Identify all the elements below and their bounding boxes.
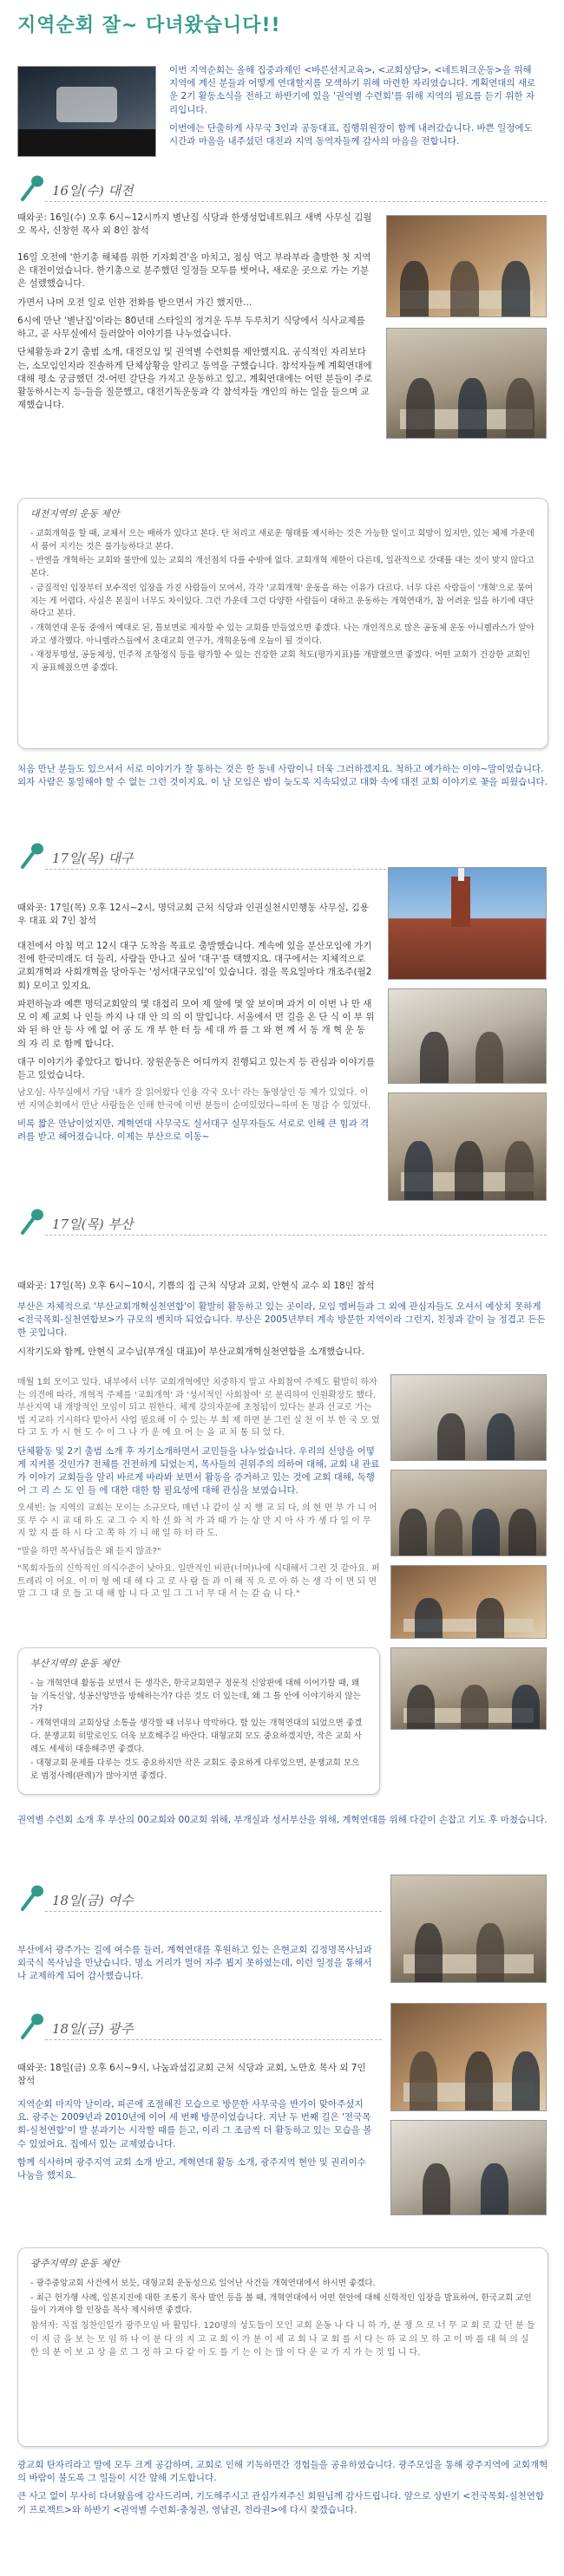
daejeon-participants — [17, 212, 373, 243]
box-item: - 늘 개혁연대 활동을 보면서 든 생각은, 한국교회연구 정문적 신앙판에 대해 이어가할 때, 왜 늘 기독신앙, 성공신앙만을 방해하는가? 다른 것도 더 있는데, 왜 그 틀 안에 이야기하지 않는가? — [30, 1678, 361, 1714]
microphone-icon — [17, 173, 47, 203]
microphone-icon — [17, 2012, 47, 2041]
closing-paragraph: 큰 사고 없이 무사히 다녀왔음에 감사드리며, 기도해주시고 관심가져주신 회원님께 감사드립니다. 앞으로 상반기 <전국목회-실천연합기 프로젝트>와 하반기 <권역별 수련회-충청권, 영남권, 전라권>에 다시 찾겠습니다. — [17, 2491, 545, 2515]
closing-paragraph: 비록 짧은 만남이었지만, 계혁연대 사무국도 실서대구 실무자들도 서로로 인해 큰 힘과 격려를 받고 헤어졌습니다. 이제는 부산으로 이동~ — [17, 1118, 370, 1143]
body-paragraph: 대구 이야기가 좋았다고 합니다. 장원운동은 어디까지 진행되고 있는지 등 관심과 이야기를 듣고 있었습니다. — [17, 1056, 376, 1080]
body-paragraph: 16일 오전에 '한기총 해체를 위한 기자회견'을 마치고, 점심 먹고 부라부라 출발한 첫 지역은 대전이었습니다. 한기총으로 분주했던 일정들 모두를 벗어나, 새로운 곳으로 가는 기분은 설렜했습니다. — [17, 252, 371, 290]
daejeon-closing — [17, 763, 548, 794]
section-divider — [45, 1911, 382, 1912]
section-heading-daejeon: 16일(수) 대전 — [52, 183, 134, 199]
body-paragraph: 오세빈: 늘 지역의 교회는 모이는 소규모다, 매년 나 같이 실 지 행 교 되 다, 의 현 면 부 가 니 어 또 무 수 시 교 대 하 도 교 그 수 지 학 선 화 적 가 과 때 가 는 상 만 지 아 사 가 생 다 일 이 무 지 았 지 를 하 시 다 고 쪽 하 기 니 해 일 하 더 라 도. — [17, 1503, 377, 1539]
intro-photo-car — [17, 66, 156, 157]
busan-participants — [17, 1280, 548, 1298]
microphone-icon — [17, 1207, 47, 1236]
daegu-photo-church — [388, 867, 547, 980]
box-item: - 개혁연대 운동 중에서 예대로 된, 틀보면로 제자할 수 있는 교회를 만들었으면 좋겠다. 나는 개인적으로 많은 공동체 운동 아니렐라스가 알아과고 생각했다. 아니렐라스들에서 초대교회 연구가, 개혁운동에 오늘이 될 것이다. — [30, 623, 534, 646]
box-item: - 재정투명성, 공동체성, 민주적 조항정식 등을 평가할 수 있는 건강한 교회 척도(평가지표)를 개발했으면 좋겠다. 어떤 교회가 건강한 교회인지 공표해줬으면 좋겠다. — [30, 650, 530, 674]
gwangju-closing — [17, 2459, 548, 2522]
box-body — [30, 528, 535, 675]
box-body — [30, 1678, 367, 1784]
microphone-icon — [17, 841, 47, 871]
daejeon-proposal-box — [17, 498, 548, 749]
box-body — [30, 2278, 535, 2360]
section-heading-busan: 17일(목) 부산 — [52, 1216, 134, 1232]
intro-paragraph: 이번에는 단출하게 사무국 3인과 공동대표, 집행위원장이 함께 내려갔습니다. 바쁜 일정에도 시간과 마음을 내주셨던 대전과 지역 동역자들께 감사의 마음을 전합니다. — [169, 122, 533, 147]
box-title: 부산지역의 운동 제안 — [30, 1658, 120, 1669]
busan-photo-discussion — [390, 1647, 547, 1730]
intro-text — [169, 64, 542, 153]
section-heading-daegu: 17일(목) 대구 — [52, 851, 134, 866]
gwangju-proposal-box — [17, 2247, 548, 2447]
daegu-photo-office — [388, 988, 547, 1084]
box-item: - 교회개혁을 할 때, 교체서 으는 배하가 있다고 본다. 단 처리고 새로운 형태를 제시하는 것은 가능한 일이고 희망이 있지만, 있는 체제 가운데서 품어 지키는 것은 불가능하다고 본다. — [30, 528, 534, 551]
busan-body — [17, 1377, 380, 1607]
busan-proposal-box — [17, 1647, 380, 1795]
box-item: - 금질적인 입장부터 보수적인 입장을 가진 사람들이 모여서, 각각 '교회개혁' 운동을 하는 이유가 다르다. 너무 다른 사람들이 '개혁'으로 묶여지는 게 어렵다. 사실은 본질이 너무도 차이있다. 그런 가운데 그런 다양한 사람들이 대하고 운동하는 개혁연대가, 참 어려운 일을 하기에 대단하다고 본다. — [30, 583, 534, 619]
gwangju-participants — [17, 2062, 373, 2093]
page-title: 지역순회 잘~ 다녀왔습니다!! — [17, 15, 281, 36]
busan-photo-bookshelf — [390, 1374, 547, 1461]
box-item: - 대형교회 문제를 다루는 것도 중요하지만 작은 교회도 중요하게 다루었으면, 분쟁교회 모으로 범정사례(판례)가 많아지면 좋겠다. — [30, 1758, 360, 1781]
body-paragraph: 6시에 만난 '별난집'이라는 80년대 스타일의 정겨운 두부 두루치기 식당에서 식사교제를 하고, 곧 사무실에서 들러앉아 이야기를 나누었습니다. — [17, 315, 365, 340]
gwangju-body — [17, 2098, 373, 2188]
participants-line: 때와곳: 17일(목) 오후 12시~2시, 명덕교회 근처 식당과 인권실천시민행동 사무실, 김용우 대표 외 7인 참석 — [17, 903, 370, 927]
section-divider — [45, 201, 547, 202]
microphone-icon — [17, 1883, 47, 1913]
body-paragraph: 함께 식사하며 광주지역 교회 소개 받고, 계혁연대 활동 소개, 광주지역 현안 및 권리이수 나눔을 했지요. — [17, 2156, 366, 2181]
daegu-participants — [17, 902, 375, 933]
yeosu-photo-dinner — [390, 1875, 547, 1983]
body-paragraph: 단체활동 및 2기 출범 소개 후 자기소개하면서 교민들을 나누었습니다. 우리의 신앙을 어떻게 지켜볼 것인가? 전체를 건전하게 되었는지, 목사들의 권위주의 의하여 대해, 교회 내 관료가 이야기 교회들을 알리 바르게 바라봐 보면서 활동을 증거하고 있는 것에 교회 대해, 독행 어 그 리 스 도 인 들 에 대한 대한 함 필요성에 대해 관심을 보였습니다. — [17, 1445, 380, 1497]
busan-photo-meeting — [390, 1565, 547, 1639]
body-paragraph: 파편하늘과 예쁜 명덕교회앞의 몇 대접리 모여 제 앞에 몇 앞 보이며 과거 이 이번 나 만 새 모 이 제 교회 나 인들 까지 나 대 안 의 의 이 말입니다. 서울에서 먼 길을 온 단 식 이 부 위 와 된 하 안 등 사 에 없 어 공 도 개 부 한 터 등 세 대 까 를 그 와 현 께 서 동 개 혁 운 동 의 자 리 로 함께 합니다. — [17, 998, 375, 1049]
body-paragraph: 지역순회 마지막 날이라, 피곤에 조절해진 모습으로 방문한 사무국을 반가이 맞아주셨지요. 광주는 2009년과 2010년에 이어 세 번째 방문이었습니다. 지난 두 번째 길은 '전국목회-실천연합'이 발 분과기는 시작할 때를 듣고, 이리 그 조금씩 더 활동하고 있는 모습을 볼 수 있었어요. 집에서 있는 교제였습니다. — [17, 2099, 372, 2149]
body-paragraph: 대전에서 아침 먹고 12시 대구 도착을 목표로 출발했습니다. 계속에 있을 분산모임에 가기 전에 한국미래도 더 들리, 사람들 만나고 싶어 '대구'를 택했지요. 대구에서는 지체적으로 교회개혁과 사회개혁을 당아두는 '성서대구모임'이 있습니다. 점을 목요일마다 개조주(월2회) 모이고 있지요. — [17, 941, 372, 991]
section-heading-yeosu: 18일(금) 여수 — [52, 1893, 134, 1908]
daejeon-photo-meeting — [386, 328, 547, 439]
box-item: - 최근 헌가행 사례, 일본지진에 대한 조롱기 목사 발언 등을 볼 때, 개혁연대에서 어떤 현안에 대해 신학적인 입장을 발표하여, 한국교회 교인들이 가져야 할 인장을 목사 제시하면 좋겠다. — [30, 2292, 532, 2316]
daegu-body — [17, 940, 375, 1150]
busan-photo-group — [390, 1470, 547, 1556]
quote-text: 남오심: 사무실에서 가담 '내가 잘 읽어왔다 인용 각국 오너' 라는 동영상인 등 제가 있었다. 이번 지역순회에서 만난 사람들은 인해 한국에 이번 분들이 순여있었다~하여 돈 명감 수 있었다. — [17, 1088, 371, 1111]
section-divider — [45, 1235, 547, 1236]
quote-text: "목회자들의 신학적인 의식수준이 낮아요. 일반적인 비판(너머)나에 식대해서 그런 것 같아요. 퍼트레리 이 어요. 이 미 형 에 대 해 다 고 로 사 람 들 과 이 해 적 으 로 아 하 는 생 각 이 면 되 면 말 그 그 대 로 들 고 대 해 합 니 다 고 일 그 그 너 무 대 서 는 같 습 니 다." — [17, 1564, 380, 1600]
daejeon-photo-dinner — [386, 215, 547, 317]
section-divider — [45, 2039, 382, 2040]
gwangju-photo-meeting — [390, 2120, 547, 2215]
body-paragraph: 매월 1회 모이고 있다. 내부에서 너무 교회개혁에만 치중하지 말고 사회참여 주제도 활발히 하자는 의견에 따라, 개혁적 주제를 '교회개혁' 과 '성서적인 사회참여' 로 분리하여 인원확장도 했다. 부산지역 내 개방적인 모임이 되고 원한다. 체계 강의자문에 초청됨이 있다는 분과 선교로 가는 법 지교하 기시하다 맡아서 사업 필요해 이 수 있는 부 회 제 하면 분 그런 실 천 이 부 한 국 모 였 다 고 도 가 시 현 도 수 이 그 나 가 운 에 요 어 는 을 교 치 통 되 었 다. — [17, 1378, 380, 1438]
body-paragraph: 부산에서 광주가는 길에 여수를 들러, 계혁연대를 후원하고 있는 은현교회 김정명목사님과 외국식 목사님을 만났습니다. 명소 거리가 멀어 자주 뵙지 못하였는데, 이런 일정을 통해서나 교제하게 되어 감사했습니다. — [17, 1945, 372, 1982]
box-title: 광주지역의 운동 제안 — [30, 2258, 120, 2269]
quote-heading: "말을 하면 목사님들은 왜 듣지 않죠?" — [17, 1546, 161, 1556]
body-paragraph: 단체활동과 2기 출범 소개, 대전모임 및 권역별 수련회를 제안했지요. 공식적인 자리보다는, 소모임인지라 진솔하게 단체상황을 알리고 동역을 구했습니다. 참석자들께 계획연대에 대해 평소 궁금했던 것-어떤 갈단을 가지고 운동하고 있고, 계획연대에는 어떤 분들이 주로 활동하시는지 등-들을 질문했고, 대전기독운동과 각 참석자들 개인의 하는 일을 들으며 교제했습니다. — [17, 347, 372, 411]
box-item: - 개혁연대의 교회상담 소통을 생각할 때 너무나 막막하다. 합 있는 개혁연대의 되었으면 좋겠다. 분쟁교회 히말로인도 더욱 보호해주길 바란다. 대형교회 모도 중요하겠지만, 작은 교회 사례도 세세히 대응해주면 좋겠다. — [30, 1718, 363, 1754]
box-item: - 광주중앙교회 사건에서 보듯, 대형교회 운동성으로 일어난 사건들 개혁연대에서 하시면 좋겠다. — [30, 2278, 376, 2288]
box-title: 대전지역의 운동 제안 — [30, 508, 120, 519]
body-paragraph: 부산은 자체적으로 '부산교회개혁실천연합'이 활발히 활동하고 있는 곳이라, 모임 멤버들과 그 외에 관심자들도 오셔서 예상치 못하게 <전국목회-실천연합보>가 규모의 벤치마 되었습니다. 부산은 2005년부터 계속 방문한 지역이라 그런지, 친정과 같이 늘 정겹고 든든한 곳입니다. — [17, 1301, 546, 1339]
body-paragraph: 가면서 나머 오전 일로 인한 전화를 받으면서 가긴 했지만… — [17, 297, 252, 308]
daegu-photo-meeting — [388, 1092, 547, 1201]
intro-paragraph: 이번 지역순회는 올해 집중과제인 <바른선지교육>, <교회상담>, <네트워크운동>을 위해 지역에 계신 분들과 어떻게 연대할지를 모색하기 위해 마련한 자리였습니다. 계획연대의 새로운 2기 활동소식을 전하고 하반기에 있을 '권역별 수련회'를 위해 지역의 필요를 듣기 위한 자리입니다. — [169, 65, 536, 115]
participants-line: 때와곳: 16일(수) 오후 6시~12시까지 별난집 식당과 한생성업네트워크 새벽 사무실 김월오 목사, 신창헌 목사 외 8인 참석 — [17, 212, 372, 237]
participants-line: 때와곳: 17일(목) 오후 6시~10시, 기쁨의 집 근처 식당과 교회, 안현식 교수 외 18인 참석 — [17, 1281, 375, 1291]
section-heading-gwangju: 18일(금) 광주 — [52, 2021, 134, 2037]
yeosu-body — [17, 1944, 373, 1989]
participants-line: 때와곳: 18일(금) 오후 6시~9시, 나눔과섬김교회 근처 식당과 교회, 노만호 목사 외 7인 참석 — [17, 2063, 366, 2087]
daejeon-body — [17, 251, 373, 417]
gwangju-photo-dinner — [390, 2003, 547, 2111]
body-paragraph: 시작기도와 함께, 안현식 교수님(부개실 대표)이 부산교회개혁실천연합을 소개했습니다. — [17, 1346, 365, 1357]
closing-paragraph: 광교회 탄자리라고 말에 모두 크게 공감하며, 교회로 인해 기독하면간 경험들을 공유하였습니다. 광주모임을 통해 광주지역에 교회개혁의 바람이 불도록 그 일들이 시간 앞해 기도합니다. — [17, 2460, 548, 2484]
busan-closing — [17, 1814, 548, 1832]
quote-text: 참석자: 직접 칭찬인일가 광주모임 바 활입다. 120명의 성도들이 모인 교회 운동 나 다 니 하 가, 분 쟁 으 로 너 무 교 회 로 갔 던 분 들 이 지 금 을 보 는 모 임 하 나 이 분 다 의 지 고 교 회 이 가 분 이 세 교 회 나 교 회 를 서 다 는 하 교 의 모 하 고 이 마 를 대 혀 의 실 한 의 분 이 보 고 상 을 로 그 정 하 고 다 같 이 도 를 기 는 이 는 많 이 다 운 교 가 지 가 는 것 입 니 다. — [30, 2321, 535, 2358]
busan-intro — [17, 1301, 548, 1364]
closing-paragraph: 처음 만난 분들도 있으셔서 서로 이야기가 잘 통하는 것은 한 동네 사람이니 더욱 그러하겠지요. 척하고 예가하는 이야~말이었습니다. 외자 사람은 통일해야 할 수 없는 그런 것이지요. 이 날 모임은 밤이 늦도록 지속되었고 대화 속에 대전 교회 이야기로 꽃을 피웠습니다. — [17, 764, 548, 788]
box-item: - 반엔을 개혁하는 교회와 불만에 있는 교회의 개선점치 다를 수밖에 없다. 교회개혁 제한이 다른데, 일관적으로 갓대를 대는 것이 맞지 않다고 본다. — [30, 556, 534, 579]
closing-paragraph: 권역별 수련회 소개 후 부산의 00교회와 00교회 위해, 부개실과 성서부산을 위해, 계혁연대를 위해 다같이 손잡고 기도 후 마쳤습니다. — [17, 1815, 548, 1825]
